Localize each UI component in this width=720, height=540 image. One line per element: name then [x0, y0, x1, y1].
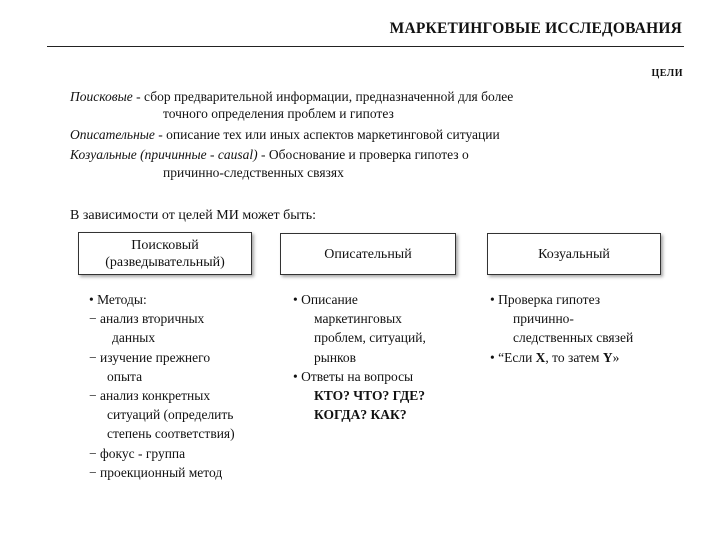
page-title: МАРКЕТИНГОВЫЕ ИССЛЕДОВАНИЯ: [389, 20, 682, 37]
type-box-descriptive: [280, 233, 456, 275]
causal-then-text: , то затем: [545, 349, 603, 365]
definition-search-continuation: точного определения проблем и гипотез: [163, 106, 394, 121]
definition-causal-continuation: причинно-следственных связях: [163, 165, 344, 180]
list-item: • Проверка гипотез: [490, 292, 601, 307]
list-item: − анализ конкретных: [89, 388, 211, 404]
list-item: − изучение прежнего: [89, 349, 211, 365]
definition-term: Описательные: [70, 127, 155, 142]
list-item: причинно-: [513, 311, 574, 327]
causal-variable-y: Y: [602, 349, 613, 365]
box-label: Поисковый: [131, 237, 199, 253]
goals-label: ЦЕЛИ: [651, 68, 683, 79]
definition-causal: [70, 146, 469, 163]
definition-term: Козуальные (причинные - causal): [70, 147, 258, 162]
type-box-search: [78, 232, 252, 275]
definition-text: - описание тех или иных аспектов маркетинговой ситуации: [154, 127, 500, 142]
causal-list: [490, 290, 633, 367]
types-intro: В зависимости от целей МИ может быть:: [70, 208, 317, 223]
list-item: данных: [112, 330, 156, 346]
list-item: КОГДА? КАК?: [314, 407, 407, 423]
descriptive-list: [293, 290, 426, 424]
box-label: Козуальный: [538, 246, 610, 262]
definition-descriptive: [70, 126, 500, 143]
list-item: степень соответствия): [107, 426, 235, 442]
list-item: • Методы:: [89, 292, 147, 307]
list-item: − проекционный метод: [89, 464, 223, 480]
definition-text: - сбор предварительной информации, предназначенной для более: [132, 89, 514, 104]
list-item: рынков: [314, 349, 357, 365]
causal-quote-close: »: [612, 349, 620, 365]
list-item: [490, 348, 633, 367]
list-item: • Ответы на вопросы: [293, 368, 414, 384]
definition-text: - Обоснование и проверка гипотез о: [257, 147, 469, 162]
list-item: следственных связей: [513, 330, 634, 346]
list-item: − анализ вторичных: [89, 311, 205, 327]
causal-if-prefix: • “Если: [490, 349, 536, 365]
box-label: (разведывательный): [105, 254, 225, 270]
title-divider: [47, 46, 684, 47]
box-label: Описательный: [324, 246, 412, 262]
causal-variable-x: X: [535, 349, 546, 365]
definition-search: [70, 88, 513, 105]
definition-term: Поисковые: [70, 89, 133, 104]
type-box-causal: [487, 233, 661, 275]
list-item: − фокус - группа: [89, 445, 186, 461]
list-item: ситуаций (определить: [107, 407, 234, 423]
list-item: маркетинговых: [314, 311, 402, 327]
list-item: КТО? ЧТО? ГДЕ?: [314, 388, 426, 404]
list-item: проблем, ситуаций,: [314, 330, 426, 346]
list-item: • Описание: [293, 292, 358, 307]
list-item: опыта: [107, 368, 143, 384]
search-methods-list: [89, 290, 235, 482]
